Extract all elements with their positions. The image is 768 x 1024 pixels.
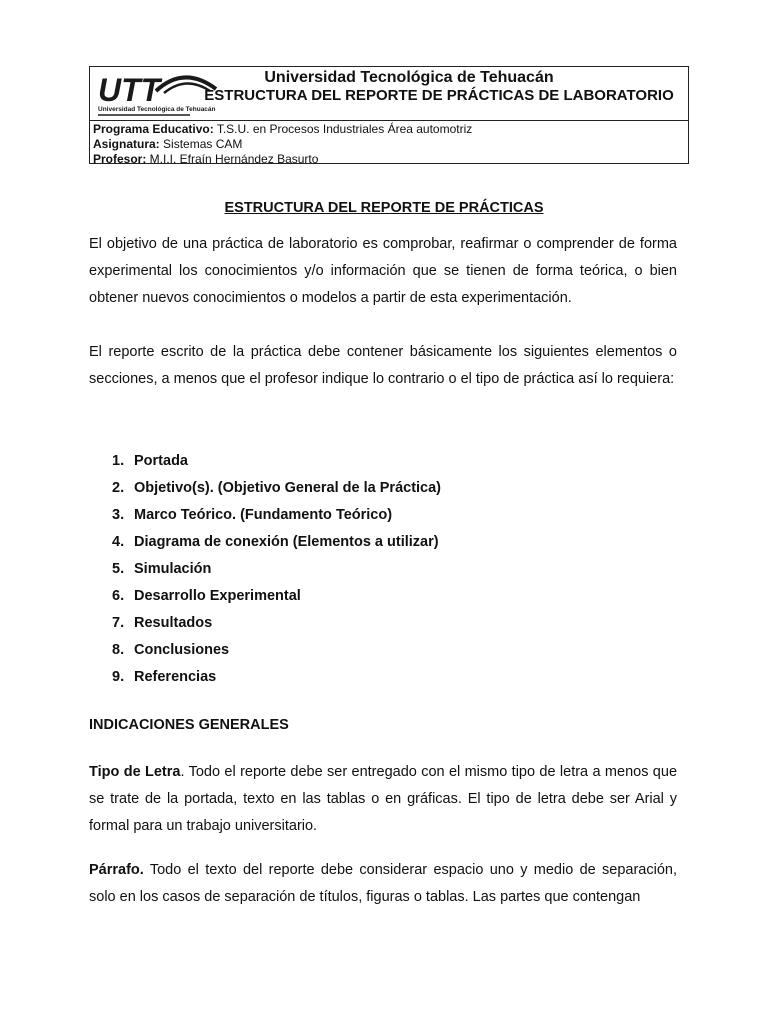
list-item: 4. Diagrama de conexión (Elementos a utilizar) [112,534,439,550]
svg-text:UTT: UTT [98,72,161,108]
page-heading: ESTRUCTURA DEL REPORTE DE PRÁCTICAS [224,200,544,216]
font-type-paragraph: Tipo de Letra. Todo el reporte debe ser entregado con el mismo tipo de letra a menos que se trate de la portada, texto en las tablas o en gráficas. El tipo de letra debe ser Arial y formal para un trabajo universitario. [89,764,678,834]
university-name: Universidad Tecnológica de Tehuacán [264,69,554,86]
info-row-program: Programa Educativo: T.S.U. en Procesos Industriales Área automotriz [93,122,473,136]
info-row-subject: Asignatura: Sistemas CAM [93,137,243,151]
document-header [89,66,689,164]
intro-paragraph: El objetivo de una práctica de laboratorio es comprobar, reafirmar o comprender de forma experimental los conocimientos y/o información que se tienen de forma teórica, o bien obtener nuevos conocimientos o modelos a partir de esta experimentación. [89,236,677,306]
list-item: 1. Portada [112,453,188,469]
list-item: 5. Simulación [112,561,212,577]
list-item: 2. Objetivo(s). (Objetivo General de la Práctica) [112,480,442,496]
report-sections-list [112,448,441,691]
list-item: 7. Resultados [112,615,213,631]
list-item: 6. Desarrollo Experimental [112,588,301,604]
svg-text:Universidad Tecnológica de Teh: Universidad Tecnológica de Tehuacán [98,106,216,113]
list-item: 8. Conclusiones [112,642,230,658]
list-item: 3. Marco Teórico. (Fundamento Teórico) [112,507,393,523]
header-title-row [90,67,688,121]
info-row-professor: Profesor: M.I.I. Efraín Hernández Basurto [93,152,319,166]
document-title: ESTRUCTURA DEL REPORTE DE PRÁCTICAS DE LABORATORIO [204,87,674,104]
course-info [90,121,688,167]
report-elements-paragraph: El reporte escrito de la práctica debe contener básicamente los siguientes elementos o secciones, a menos que el profesor indique lo contrario o el tipo de práctica así lo requiera: [89,344,677,387]
list-item: 9. Referencias [112,669,217,685]
section-heading: INDICACIONES GENERALES [89,717,289,733]
paragraph-spacing-paragraph: Párrafo. Todo el texto del reporte debe considerar espacio uno y medio de separación, solo en los casos de separación de títulos, figuras o tablas. Las partes que contengan [89,862,677,905]
